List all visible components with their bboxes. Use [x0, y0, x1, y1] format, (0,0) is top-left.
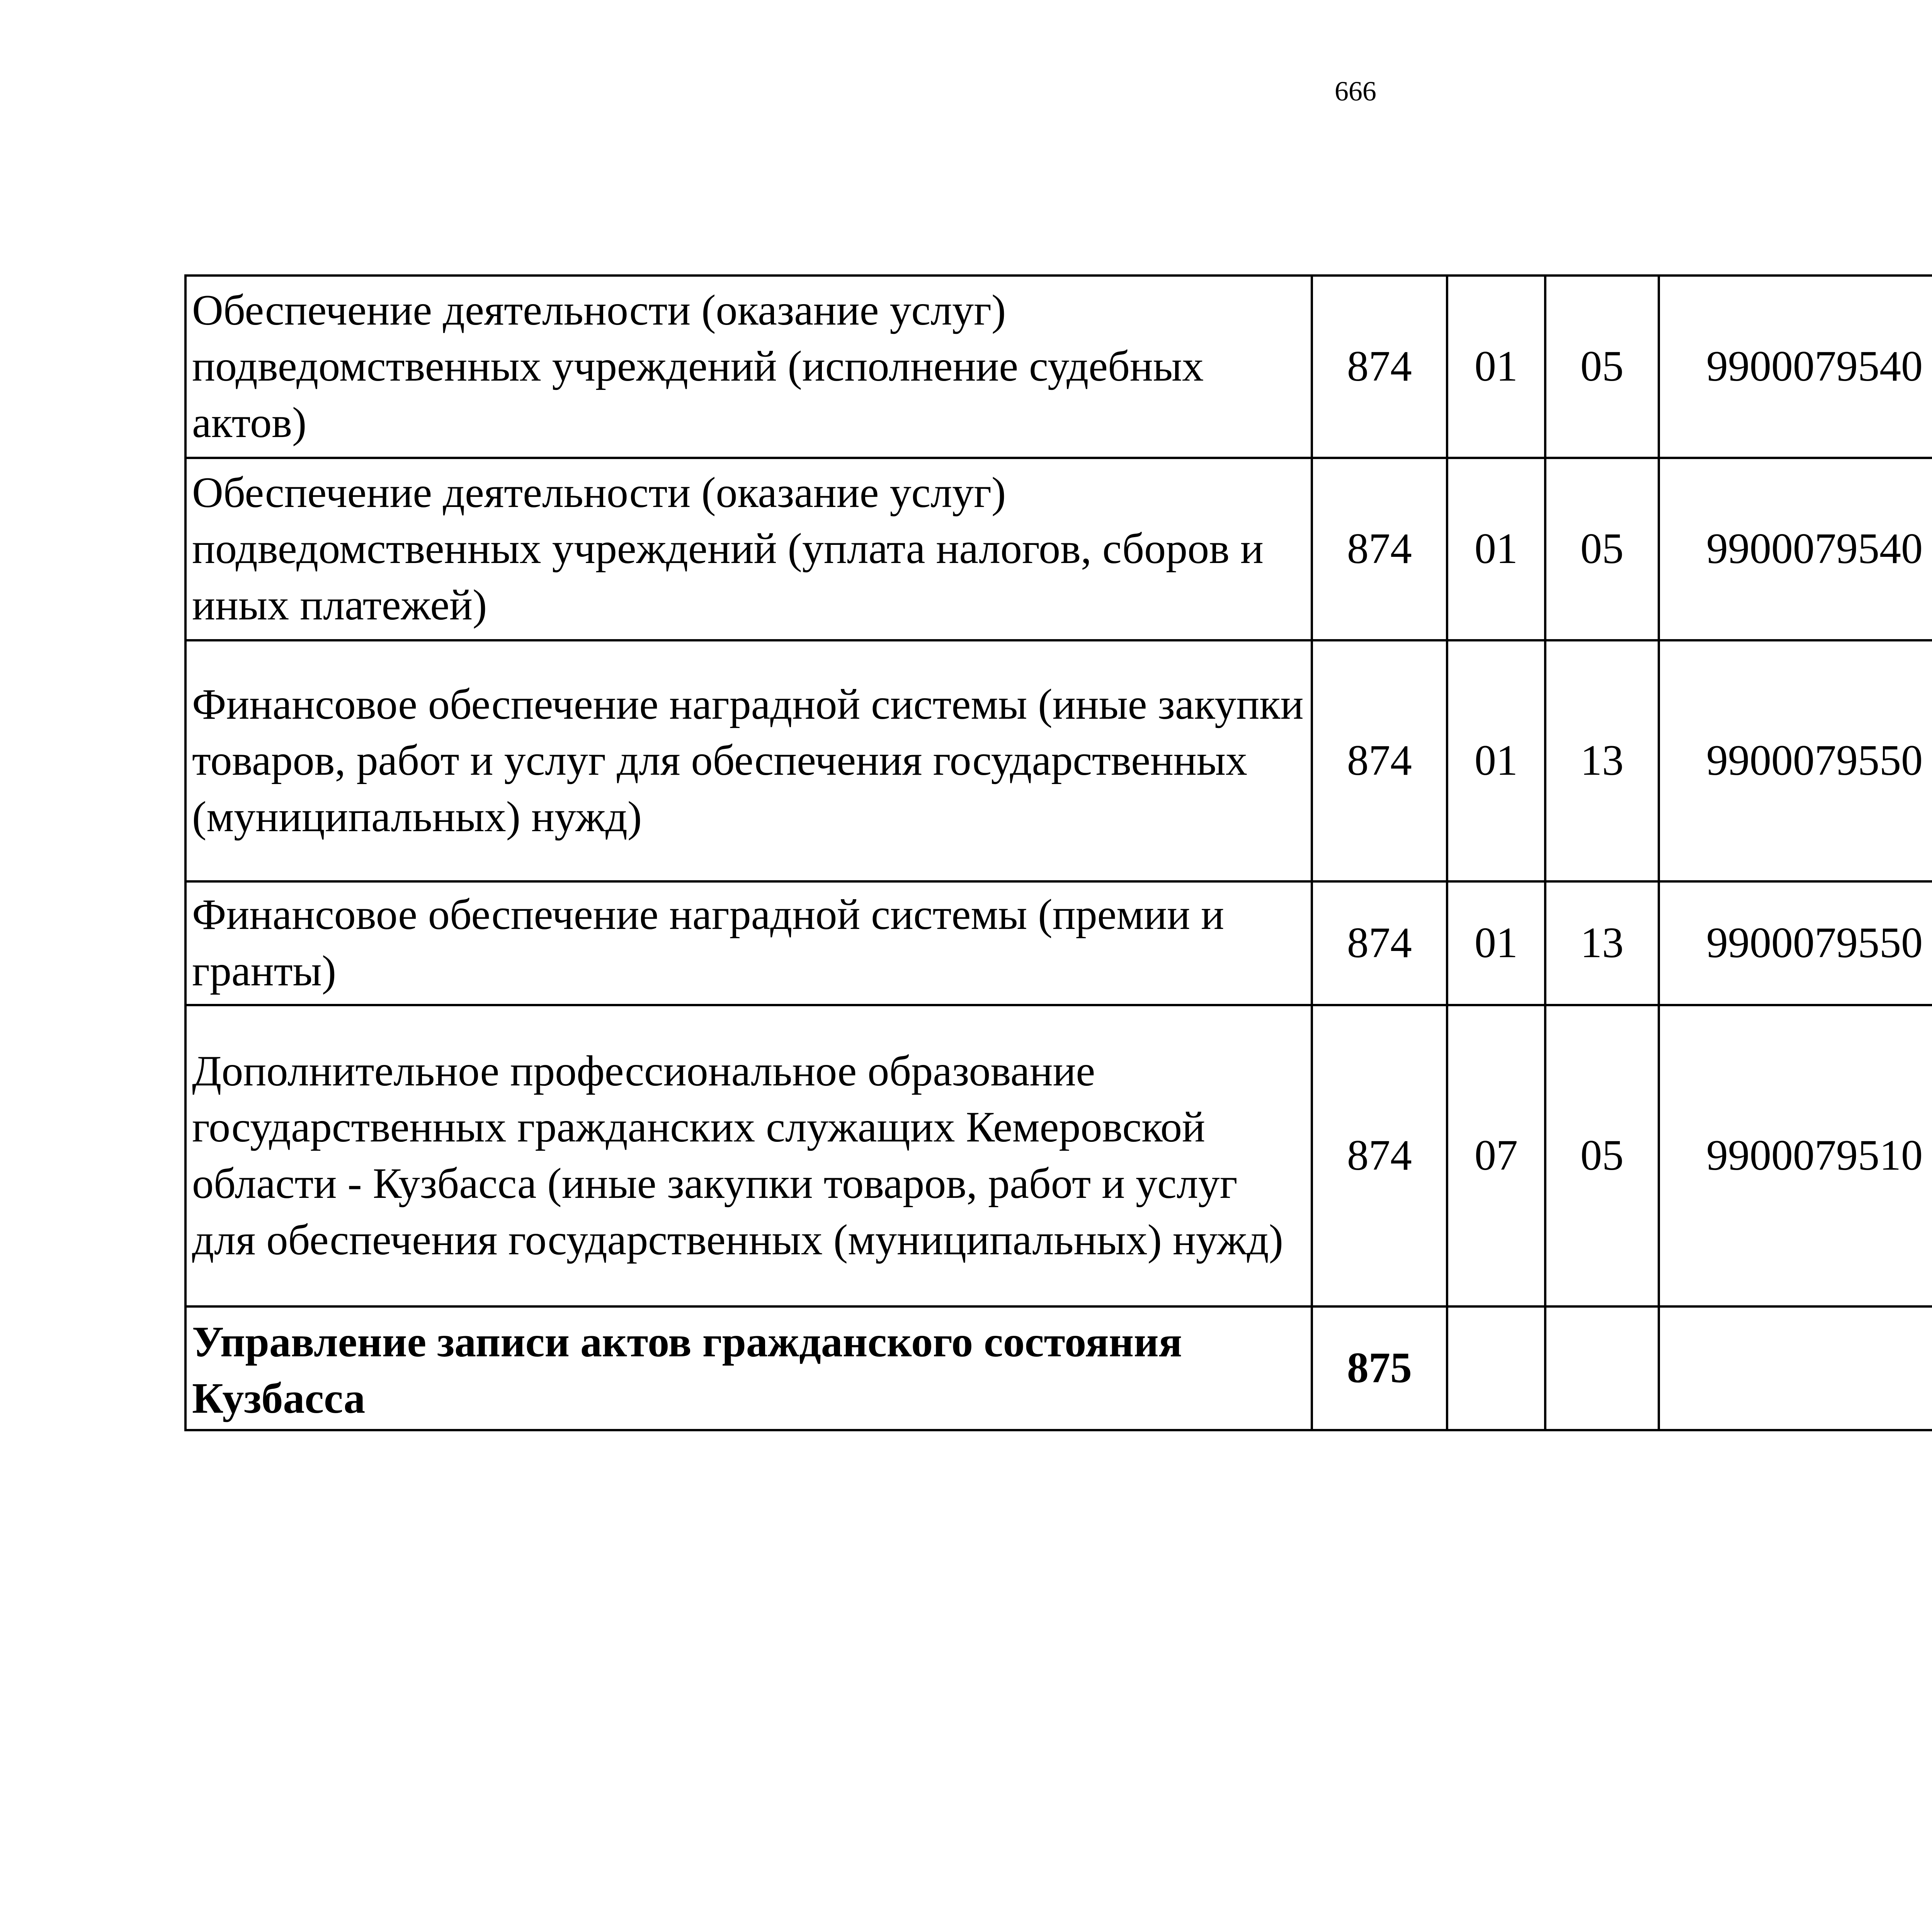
subsection-code: 05 [1545, 1005, 1659, 1306]
target-article-code: 9900079540 [1659, 458, 1932, 640]
expense-name: Финансовое обеспечение наградной системы (премии и гранты) [185, 881, 1312, 1005]
target-article-code: 9900079550 [1659, 881, 1932, 1005]
budget-table [184, 274, 1932, 1431]
target-article-code: 9900079510 [1659, 1005, 1932, 1306]
ministry-code: 874 [1312, 458, 1447, 640]
section-code: 07 [1447, 1005, 1545, 1306]
subsection-code [1545, 1306, 1659, 1430]
subsection-code: 13 [1545, 881, 1659, 1005]
subsection-code: 05 [1545, 458, 1659, 640]
expense-name: Управление записи актов гражданского состояния Кузбасса [185, 1306, 1312, 1430]
section-code: 01 [1447, 881, 1545, 1005]
table-row [185, 881, 1932, 1005]
table-row [185, 640, 1932, 881]
page-number: 666 [1335, 76, 1376, 107]
section-code [1447, 1306, 1545, 1430]
target-article-code [1659, 1306, 1932, 1430]
ministry-code: 874 [1312, 276, 1447, 458]
ministry-code: 874 [1312, 640, 1447, 881]
target-article-code: 9900079550 [1659, 640, 1932, 881]
ministry-code: 875 [1312, 1306, 1447, 1430]
section-code: 01 [1447, 458, 1545, 640]
table-row [185, 276, 1932, 458]
expense-name: Дополнительное профессиональное образование государственных гражданских служащих Кемеровской области - Кузбасса (иные закупки товаров, работ и услуг для обеспечения государственных (муниципальных) нужд) [185, 1005, 1312, 1306]
expense-name: Обеспечение деятельности (оказание услуг) подведомственных учреждений (исполнение судебных актов) [185, 276, 1312, 458]
target-article-code: 9900079540 [1659, 276, 1932, 458]
ministry-code: 874 [1312, 881, 1447, 1005]
subsection-code: 13 [1545, 640, 1659, 881]
table-row [185, 1005, 1932, 1306]
subsection-code: 05 [1545, 276, 1659, 458]
table-row-total [185, 1306, 1932, 1430]
section-code: 01 [1447, 640, 1545, 881]
section-code: 01 [1447, 276, 1545, 458]
table-row [185, 458, 1932, 640]
expense-name: Финансовое обеспечение наградной системы (иные закупки товаров, работ и услуг для обеспечения государственных (муниципальных) нужд) [185, 640, 1312, 881]
expense-name: Обеспечение деятельности (оказание услуг) подведомственных учреждений (уплата налогов, сборов и иных платежей) [185, 458, 1312, 640]
ministry-code: 874 [1312, 1005, 1447, 1306]
